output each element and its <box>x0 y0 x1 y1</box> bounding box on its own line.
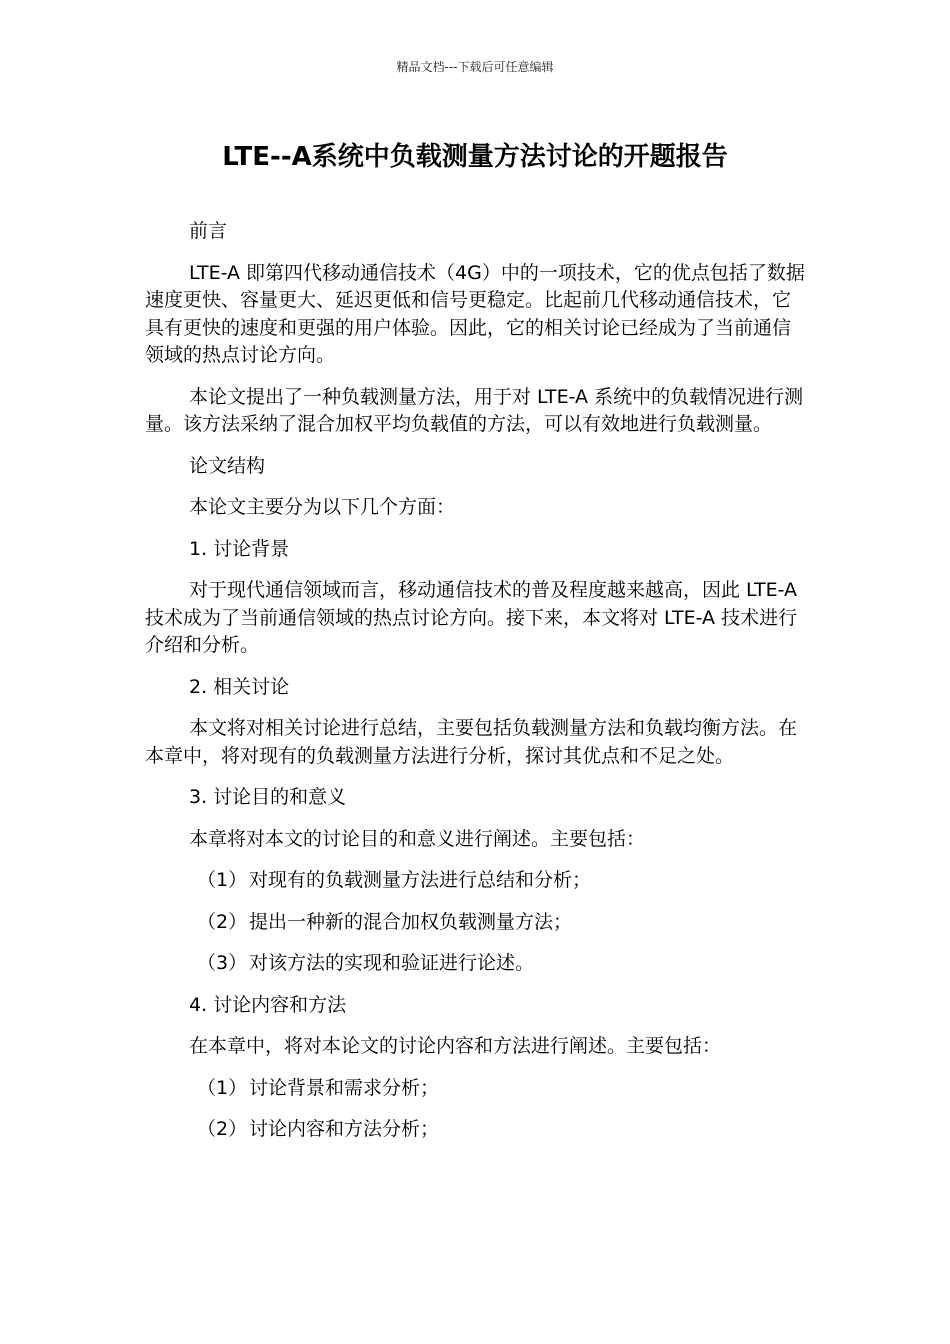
list-item <box>145 867 805 895</box>
list-item-number: （1） <box>197 869 248 891</box>
paragraph-purpose: 本章将对本文的讨论目的和意义进行阐述。主要包括： <box>189 827 646 850</box>
list-item <box>145 950 805 978</box>
document-body <box>145 218 805 1158</box>
list-item-text: 讨论背景和需求分析； <box>249 1076 440 1099</box>
document-title: LTE--A系统中负载测量方法讨论的开题报告 <box>222 142 728 172</box>
section-heading-content-method: 4. 讨论内容和方法 <box>189 993 347 1016</box>
paragraph-structure-intro: 本论文主要分为以下几个方面： <box>189 496 456 518</box>
list-item-number: （2） <box>197 1118 248 1140</box>
paragraph-background: 对于现代通信领域而言，移动通信技术的普及程度越来越高，因此 LTE-A 技术成为了当前通信领域的热点讨论方向。接下来，本文将对 LTE-A 技术进行介绍和分析。 <box>145 579 798 656</box>
list-item-number: （3） <box>197 952 248 974</box>
section-heading-related: 2. 相关讨论 <box>189 675 290 698</box>
paragraph-method-intro: 本论文提出了一种负载测量方法，用于对 LTE-A 系统中的负载情况进行测量。该方法采纳了混合加权平均负载值的方法，可以有效地进行负载测量。 <box>145 385 804 435</box>
list-item-text: 对现有的负载测量方法进行总结和分析； <box>249 869 592 891</box>
paragraph-lte-intro: LTE-A 即第四代移动通信技术（4G）中的一项技术，它的优点包括了数据速度更快、容量更大、延迟更低和信号更稳定。比起前几代移动通信技术，它具有更快的速度和更强的用户体验。因此，它的相关讨论已经成为了当前通信领域的热点讨论方向。 <box>145 261 805 366</box>
list-item-number: （1） <box>197 1076 248 1099</box>
list-item <box>145 1116 805 1144</box>
section-heading-preface: 前言 <box>189 220 228 242</box>
section-heading-structure: 论文结构 <box>189 454 266 477</box>
list-item <box>145 909 805 937</box>
section-heading-background: 1. 讨论背景 <box>189 537 290 560</box>
section-heading-purpose: 3. 讨论目的和意义 <box>189 786 347 808</box>
page-header-watermark: 精品文档---下载后可任意编辑 <box>396 60 554 74</box>
list-item <box>145 1075 805 1103</box>
list-item-text: 讨论内容和方法分析； <box>249 1118 440 1140</box>
list-item-text: 提出一种新的混合加权负载测量方法； <box>249 910 573 933</box>
list-item-number: （2） <box>197 910 248 933</box>
paragraph-content-method: 在本章中，将对本论文的讨论内容和方法进行阐述。主要包括： <box>189 1035 722 1057</box>
paragraph-related: 本文将对相关讨论进行总结，主要包括负载测量方法和负载均衡方法。在本章中，将对现有的负载测量方法进行分析，探讨其优点和不足之处。 <box>145 717 798 767</box>
list-item-text: 对该方法的实现和验证进行论述。 <box>249 952 535 974</box>
